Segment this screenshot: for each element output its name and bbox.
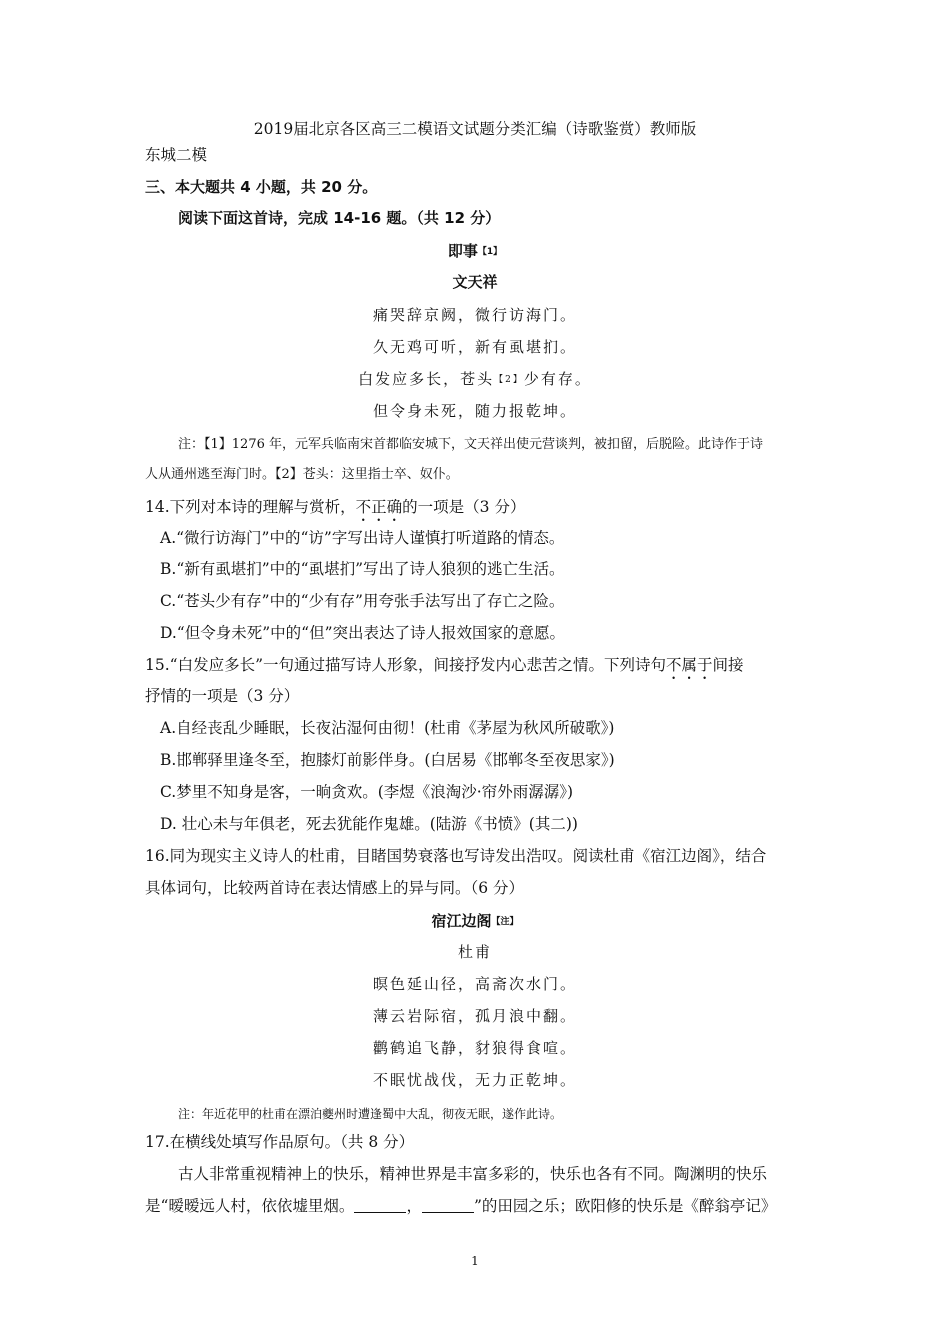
poem2-title-note: 【注】 — [491, 917, 519, 927]
q17-para2-sep: ， — [406, 1197, 422, 1215]
q15-stem-line-1 — [145, 654, 744, 683]
poem2-title — [0, 910, 950, 933]
q15-stem-a: 15.“白发应多长”一句通过描写诗人形象，间接抒发内心悲苦之情。下列诗句 — [145, 656, 667, 674]
page-number: 1 — [471, 1254, 479, 1268]
poem1-line-3b: 少有存。 — [523, 370, 592, 388]
poem2-title-text: 宿江边阁 — [431, 912, 492, 930]
poem2-line-3: 鹳鹤追飞静，豺狼得食喧。 — [372, 1039, 577, 1057]
poem1-title-text: 即事 — [447, 242, 478, 260]
poem1-title-note: 【1】 — [477, 247, 503, 257]
section-instruction: 阅读下面这首诗，完成 14-16 题。（共 12 分） — [178, 209, 501, 227]
poem1-note-line-2: 人从通州逃至海门时。【2】苍头：这里指士卒、奴仆。 — [145, 467, 459, 482]
poem1-note-line-1: 注：【1】1276 年，元军兵临南宋首都临安城下，文天祥出使元营谈判，被扣留，后脱险。此诗作于诗 — [178, 437, 763, 452]
q17-paragraph-line-1: 古人非常重视精神上的快乐，精神世界是丰富多彩的，快乐也各有不同。陶渊明的快乐 — [178, 1165, 768, 1183]
q15-stem-emphasis: 不属于 — [666, 656, 713, 674]
poem1-line-4: 但令身未死，随力报乾坤。 — [372, 402, 577, 420]
q17-para2-a: 是“暧暧远人村，依依墟里烟。 — [145, 1197, 355, 1215]
poem1-author: 文天祥 — [452, 273, 498, 291]
poem1-line-3a: 白发应多长，苍头 — [358, 370, 495, 388]
q14-option-b: B.“新有虱堪扪”中的“虱堪扪”写出了诗人狼狈的逃亡生活。 — [160, 560, 565, 578]
district-label: 东城二模 — [145, 146, 208, 164]
q14-option-c: C.“苍头少有存”中的“少有存”用夸张手法写出了存亡之险。 — [160, 592, 565, 610]
poem1-line-3 — [0, 368, 950, 391]
poem2-author: 杜甫 — [457, 943, 492, 961]
q16-stem-line-1: 16.同为现实主义诗人的杜甫，目睹国势衰落也写诗发出浩叹。阅读杜甫《宿江边阁》，结合 — [145, 847, 767, 865]
poem2-line-4: 不眠忧战伐，无力正乾坤。 — [372, 1071, 577, 1089]
q14-stem-a: 14.下列对本诗的理解与赏析， — [145, 498, 356, 516]
poem2-line-2: 薄云岩际宿，孤月浪中翻。 — [372, 1007, 577, 1025]
q14-stem-emphasis: 不正确 — [355, 498, 403, 516]
q17-stem: 17.在横线处填写作品原句。（共 8 分） — [145, 1133, 415, 1151]
section-heading: 三、本大题共 4 小题，共 20 分。 — [145, 178, 378, 196]
q15-stem-line-2: 抒情的一项是（3 分） — [145, 687, 300, 705]
q15-option-b: B.邯郸驿里逢冬至，抱膝灯前影伴身。(白居易《邯郸冬至夜思家》) — [160, 751, 615, 769]
document-title: 2019届北京各区高三二模语文试题分类汇编（诗歌鉴赏）教师版 — [253, 120, 697, 138]
q15-stem-b: 间接 — [712, 656, 744, 674]
poem2-note: 注：年近花甲的杜甫在漂泊夔州时遭逢蜀中大乱，彻夜无眠，遂作此诗。 — [178, 1107, 563, 1121]
poem1-line-2: 久无鸡可听，新有虱堪扪。 — [372, 338, 577, 356]
q17-para2-b: ”的田园之乐；欧阳修的快乐是《醉翁亭记》 — [473, 1197, 777, 1215]
q17-blank-1[interactable] — [354, 1198, 406, 1213]
poem1-title — [0, 240, 950, 263]
q17-paragraph-line-2 — [145, 1195, 776, 1217]
q17-blank-2[interactable] — [422, 1198, 474, 1213]
poem2-line-1: 暝色延山径，高斋次水门。 — [372, 975, 577, 993]
q14-option-d: D.“但令身未死”中的“但”突出表达了诗人报效国家的意愿。 — [160, 624, 565, 642]
poem1-line-1: 痛哭辞京阙，微行访海门。 — [372, 306, 577, 324]
q15-option-c: C.梦里不知身是客，一晌贪欢。(李煜《浪淘沙·帘外雨潺潺》) — [160, 783, 574, 801]
poem1-line-3-note: 【2】 — [494, 375, 524, 385]
q14-stem-b: 的一项是（3 分） — [402, 498, 526, 516]
q14-option-a: A.“微行访海门”中的“访”字写出诗人谨慎打听道路的情态。 — [160, 529, 565, 547]
q16-stem-line-2: 具体词句，比较两首诗在表达情感上的异与同。（6 分） — [145, 879, 525, 897]
q15-option-d: D. 壮心未与年俱老，死去犹能作鬼雄。(陆游《书愤》(其二)) — [160, 815, 578, 833]
q14-stem — [145, 496, 525, 525]
q15-option-a: A.自经丧乱少睡眠，长夜沾湿何由彻！(杜甫《茅屋为秋风所破歌》) — [160, 719, 615, 737]
